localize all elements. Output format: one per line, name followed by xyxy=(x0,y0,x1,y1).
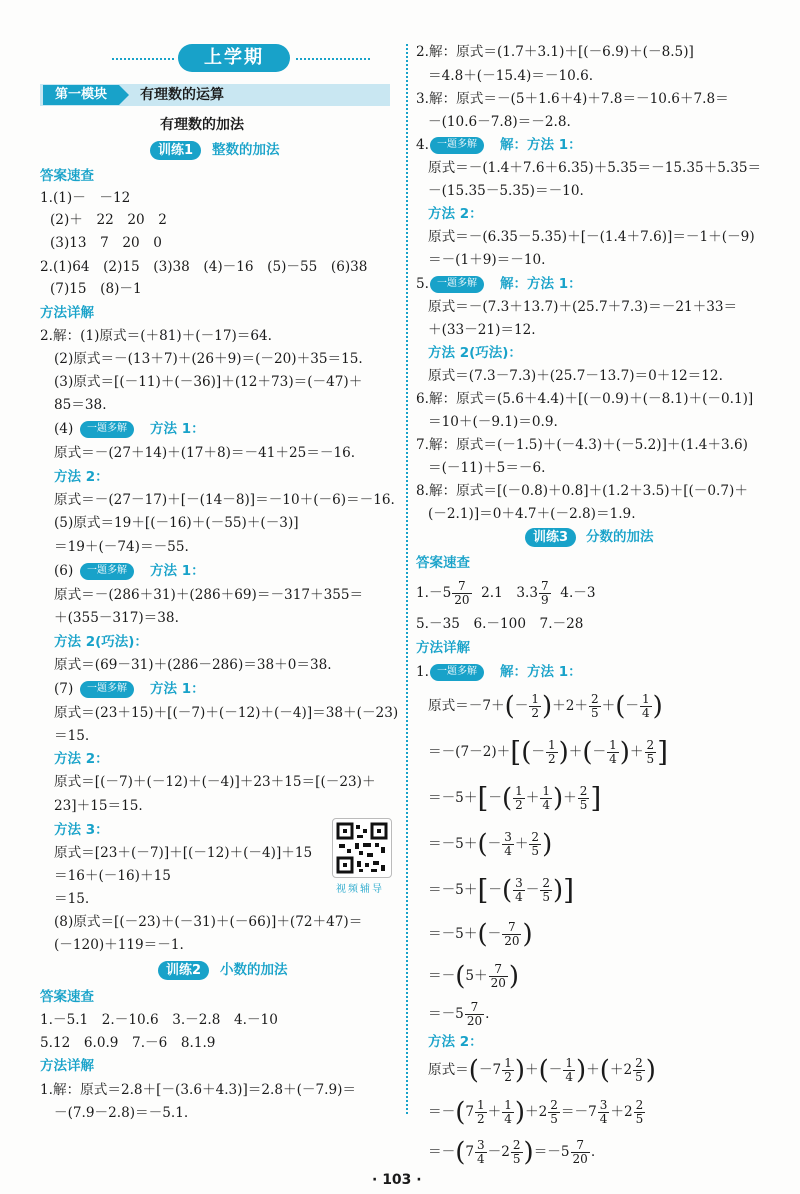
method-label: 方法 2(巧法)： xyxy=(428,345,522,361)
solution-line: (－2.1)]＝0＋4.7＋(－2.8)＝1.9. xyxy=(428,506,636,522)
dotted-line-left xyxy=(112,58,174,60)
answer-line: 5.－35 6.－100 7.－28 xyxy=(416,616,584,632)
solution-line: －(10.6－7.8)＝－2.8. xyxy=(428,114,571,130)
fraction: $\frac{7}{9}$ xyxy=(541,579,549,607)
multi-solution-badge: 一题多解 xyxy=(430,137,484,154)
train1-title: 整数的加法 xyxy=(212,142,280,158)
solution-line: －(7.9－2.8)＝－5.1. xyxy=(54,1105,189,1121)
multi-solution-badge: 一题多解 xyxy=(430,664,484,681)
solution-line: ＝15. xyxy=(54,891,90,907)
solution-line: 7.解：原式＝(－1.5)＋(－4.3)＋(－5.2)]＋(1.4＋3.6) xyxy=(416,437,748,453)
answer-line: 2.(1)64 (2)15 (3)38 (4)－16 (5)－55 (6)38 xyxy=(40,259,368,275)
solution-line: 85＝38. xyxy=(54,397,107,413)
solution-line: 23]＋15＝15. xyxy=(54,798,143,814)
solution-line: 原式＝[23＋(－7)]＋[(－12)＋(－4)]＋15 xyxy=(54,845,313,861)
solution-line: (5)原式＝19＋[(－16)＋(－55)＋(－3)] xyxy=(54,515,299,531)
solution-line: 原式＝(23＋15)＋[(－7)＋(－12)＋(－4)]＝38＋(－23) xyxy=(54,705,399,721)
solution-line: 1.解：原式＝2.8＋[－(3.6＋4.3)]＝2.8＋(－7.9)＝ xyxy=(40,1082,357,1098)
fraction-step: ＝－(7 $\frac{1}{2}$ ＋ $\frac{1}{4}$ )＋2 $\frac{2}{5}$ ＝－7 $\frac{3}{4}$ ＋2 $\frac{2}{5}$ xyxy=(428,1097,644,1128)
answer-line: 5.12 6.0.9 7.－6 8.1.9 xyxy=(40,1035,216,1051)
solution-line: (7) xyxy=(54,681,74,697)
dotted-line-right xyxy=(296,58,370,60)
solution-line: 1. xyxy=(416,664,429,680)
solution-line: ＝(－11)＋5＝－6. xyxy=(428,460,546,476)
method-label: 方法 2： xyxy=(54,751,109,767)
solution-line: ＋(33－21)＝12. xyxy=(428,322,536,338)
solution-line: (8)原式＝[(－23)＋(－31)＋(－66)]＋(72＋47)＝ xyxy=(54,914,363,930)
page-number: · 103 · xyxy=(372,1172,422,1188)
fraction: $\frac{7}{20}$ xyxy=(454,579,470,607)
solution-line: ＝15. xyxy=(54,728,90,744)
solution-line: 原式＝－(27－17)＋[－(14－8)]＝－10＋(－6)＝－16. xyxy=(54,492,395,508)
multi-solution-badge: 一题多解 xyxy=(80,421,134,438)
solution-line: 原式＝－(1.4＋7.6＋6.35)＋5.35＝－15.35＋5.35＝ xyxy=(428,160,762,176)
fraction-step: ＝－(7 $\frac{3}{4}$ －2 $\frac{2}{5}$ )＝－5 $\frac{7}{20}$ . xyxy=(428,1137,596,1168)
method-label: 方法 2： xyxy=(428,1034,483,1050)
solution-line: ＝－(1＋9)＝－10. xyxy=(428,252,546,268)
multi-solution-badge: 一题多解 xyxy=(80,563,134,580)
fraction-step: 原式＝－7＋(－ $\frac{1}{2}$ )＋2＋ $\frac{2}{5}$ ＋(－ $\frac{1}{4}$ ) xyxy=(428,691,663,722)
method-label: 方法 2(巧法)： xyxy=(54,634,148,650)
method-label: 解：方法 1： xyxy=(500,664,582,680)
answer-line: 1.(1)－ －12 xyxy=(40,190,131,206)
method-detail-heading: 方法详解 xyxy=(40,305,94,321)
column-divider xyxy=(406,44,408,1114)
method-label: 解：方法 1： xyxy=(500,137,582,153)
solution-line: ＝16＋(－16)＋15 xyxy=(54,868,171,884)
train3-title: 分数的加法 xyxy=(586,529,654,545)
section-title: 有理数的加法 xyxy=(160,117,244,133)
answer-line: (2)＋ 22 20 2 xyxy=(50,212,167,228)
method-detail-heading: 方法详解 xyxy=(416,640,470,656)
solution-line: 2.解：(1)原式＝(＋81)＋(－17)＝64. xyxy=(40,328,272,344)
qr-code-icon xyxy=(333,819,391,877)
solution-line: 6.解：原式＝(5.6＋4.4)＋[(－0.9)＋(－8.1)＋(－0.1)] xyxy=(416,391,754,407)
semester-label: 上学期 xyxy=(178,44,290,72)
answer-line: (7)15 (8)－1 xyxy=(50,281,142,297)
solution-line: －(15.35－5.35)＝－10. xyxy=(428,183,584,199)
solution-line: ＋(355－317)＝38. xyxy=(54,610,179,626)
module-tag: 第一模块 xyxy=(43,85,119,105)
solution-line: 3.解：原式＝－(5＋1.6＋4)＋7.8＝－10.6＋7.8＝ xyxy=(416,91,729,107)
solution-line: (－120)＋119＝－1. xyxy=(54,937,184,953)
answer-line: 1.－5 $\frac{7}{20}$ 2.1 3.3 $\frac{7}{9}$ 4.－3 xyxy=(416,579,596,607)
solution-line: 5. xyxy=(416,276,429,292)
solution-line: 原式＝－(6.35－5.35)＋[－(1.4＋7.6)]＝－1＋(－9) xyxy=(428,229,755,245)
qr-code[interactable] xyxy=(332,818,392,878)
solution-line: 8.解：原式＝[(－0.8)＋0.8]＋(1.2＋3.5)＋[(－0.7)＋ xyxy=(416,483,748,499)
quick-answers-heading: 答案速查 xyxy=(416,555,470,571)
train1-tag: 训练1 xyxy=(150,141,201,160)
train2-tag: 训练2 xyxy=(158,961,209,980)
solution-line: (6) xyxy=(54,563,74,579)
fraction-step: ＝－5＋(－ $\frac{7}{20}$ ) xyxy=(428,919,533,950)
answer-line: 1.－5.1 2.－10.6 3.－2.8 4.－10 xyxy=(40,1012,278,1028)
train2-title: 小数的加法 xyxy=(220,962,288,978)
method-detail-heading: 方法详解 xyxy=(40,1058,94,1074)
method-label: 方法 1： xyxy=(150,563,205,579)
solution-line: ＝19＋(－74)＝－55. xyxy=(54,539,189,555)
solution-line: 原式＝(69－31)＋(286－286)＝38＋0＝38. xyxy=(54,657,332,673)
quick-answers-heading: 答案速查 xyxy=(40,989,94,1005)
fraction-step: 原式＝(－7 $\frac{1}{2}$ )＋(－ $\frac{1}{4}$ )＋(＋2 $\frac{2}{5}$ ) xyxy=(428,1055,656,1086)
video-guide-label: 视频辅导 xyxy=(336,884,384,895)
solution-line: 2.解：原式＝(1.7＋3.1)＋[(－6.9)＋(－8.5)] xyxy=(416,44,694,60)
method-label: 方法 2： xyxy=(428,206,483,222)
solution-line: 原式＝(7.3－7.3)＋(25.7－13.7)＝0＋12＝12. xyxy=(428,368,723,384)
train3-tag: 训练3 xyxy=(525,528,576,547)
solution-line: (2)原式＝－(13＋7)＋(26＋9)＝(－20)＋35＝15. xyxy=(54,351,363,367)
semester-banner xyxy=(112,44,370,74)
multi-solution-badge: 一题多解 xyxy=(80,681,134,698)
solution-line: 原式＝[(－7)＋(－12)＋(－4)]＋23＋15＝[(－23)＋ xyxy=(54,774,376,790)
fraction-step: ＝－(7－2)＋[(－ $\frac{1}{2}$ )＋(－ $\frac{1}{4}$ )＋ $\frac{2}{5}$ ] xyxy=(428,735,669,769)
method-label: 方法 2： xyxy=(54,469,109,485)
solution-line: (3)原式＝[(－11)＋(－36)]＋(12＋73)＝(－47)＋ xyxy=(54,374,363,390)
fraction-step: ＝－5＋[－( $\frac{1}{2}$ ＋ $\frac{1}{4}$ )＋ $\frac{2}{5}$ ] xyxy=(428,781,602,815)
solution-line: ＝4.8＋(－15.4)＝－10.6. xyxy=(428,68,594,84)
solution-line: 原式＝－(7.3＋13.7)＋(25.7＋7.3)＝－21＋33＝ xyxy=(428,299,738,315)
multi-solution-badge: 一题多解 xyxy=(430,276,484,293)
method-label: 方法 1： xyxy=(150,681,205,697)
fraction-step: ＝－5 $\frac{7}{20}$ . xyxy=(428,1000,490,1028)
solution-line: 原式＝－(286＋31)＋(286＋69)＝－317＋355＝ xyxy=(54,587,364,603)
fraction-step: ＝－(5＋ $\frac{7}{20}$ ) xyxy=(428,961,520,992)
method-label: 方法 3： xyxy=(54,822,109,838)
module-tag-arrow xyxy=(119,85,129,105)
answer-line: (3)13 7 20 0 xyxy=(50,235,162,251)
solution-line: 原式＝－(27＋14)＋(17＋8)＝－41＋25＝－16. xyxy=(54,445,356,461)
solution-line: 4. xyxy=(416,137,429,153)
fraction-step: ＝－5＋[－( $\frac{3}{4}$ － $\frac{2}{5}$ )] xyxy=(428,873,575,907)
solution-line: ＝10＋(－9.1)＝0.9. xyxy=(428,414,558,430)
module-title: 有理数的运算 xyxy=(140,87,224,103)
solution-line: (4) xyxy=(54,421,74,437)
quick-answers-heading: 答案速查 xyxy=(40,168,94,184)
fraction-step: ＝－5＋(－ $\frac{3}{4}$ ＋ $\frac{2}{5}$ ) xyxy=(428,829,553,860)
method-label: 解：方法 1： xyxy=(500,276,582,292)
method-label: 方法 1： xyxy=(150,421,205,437)
